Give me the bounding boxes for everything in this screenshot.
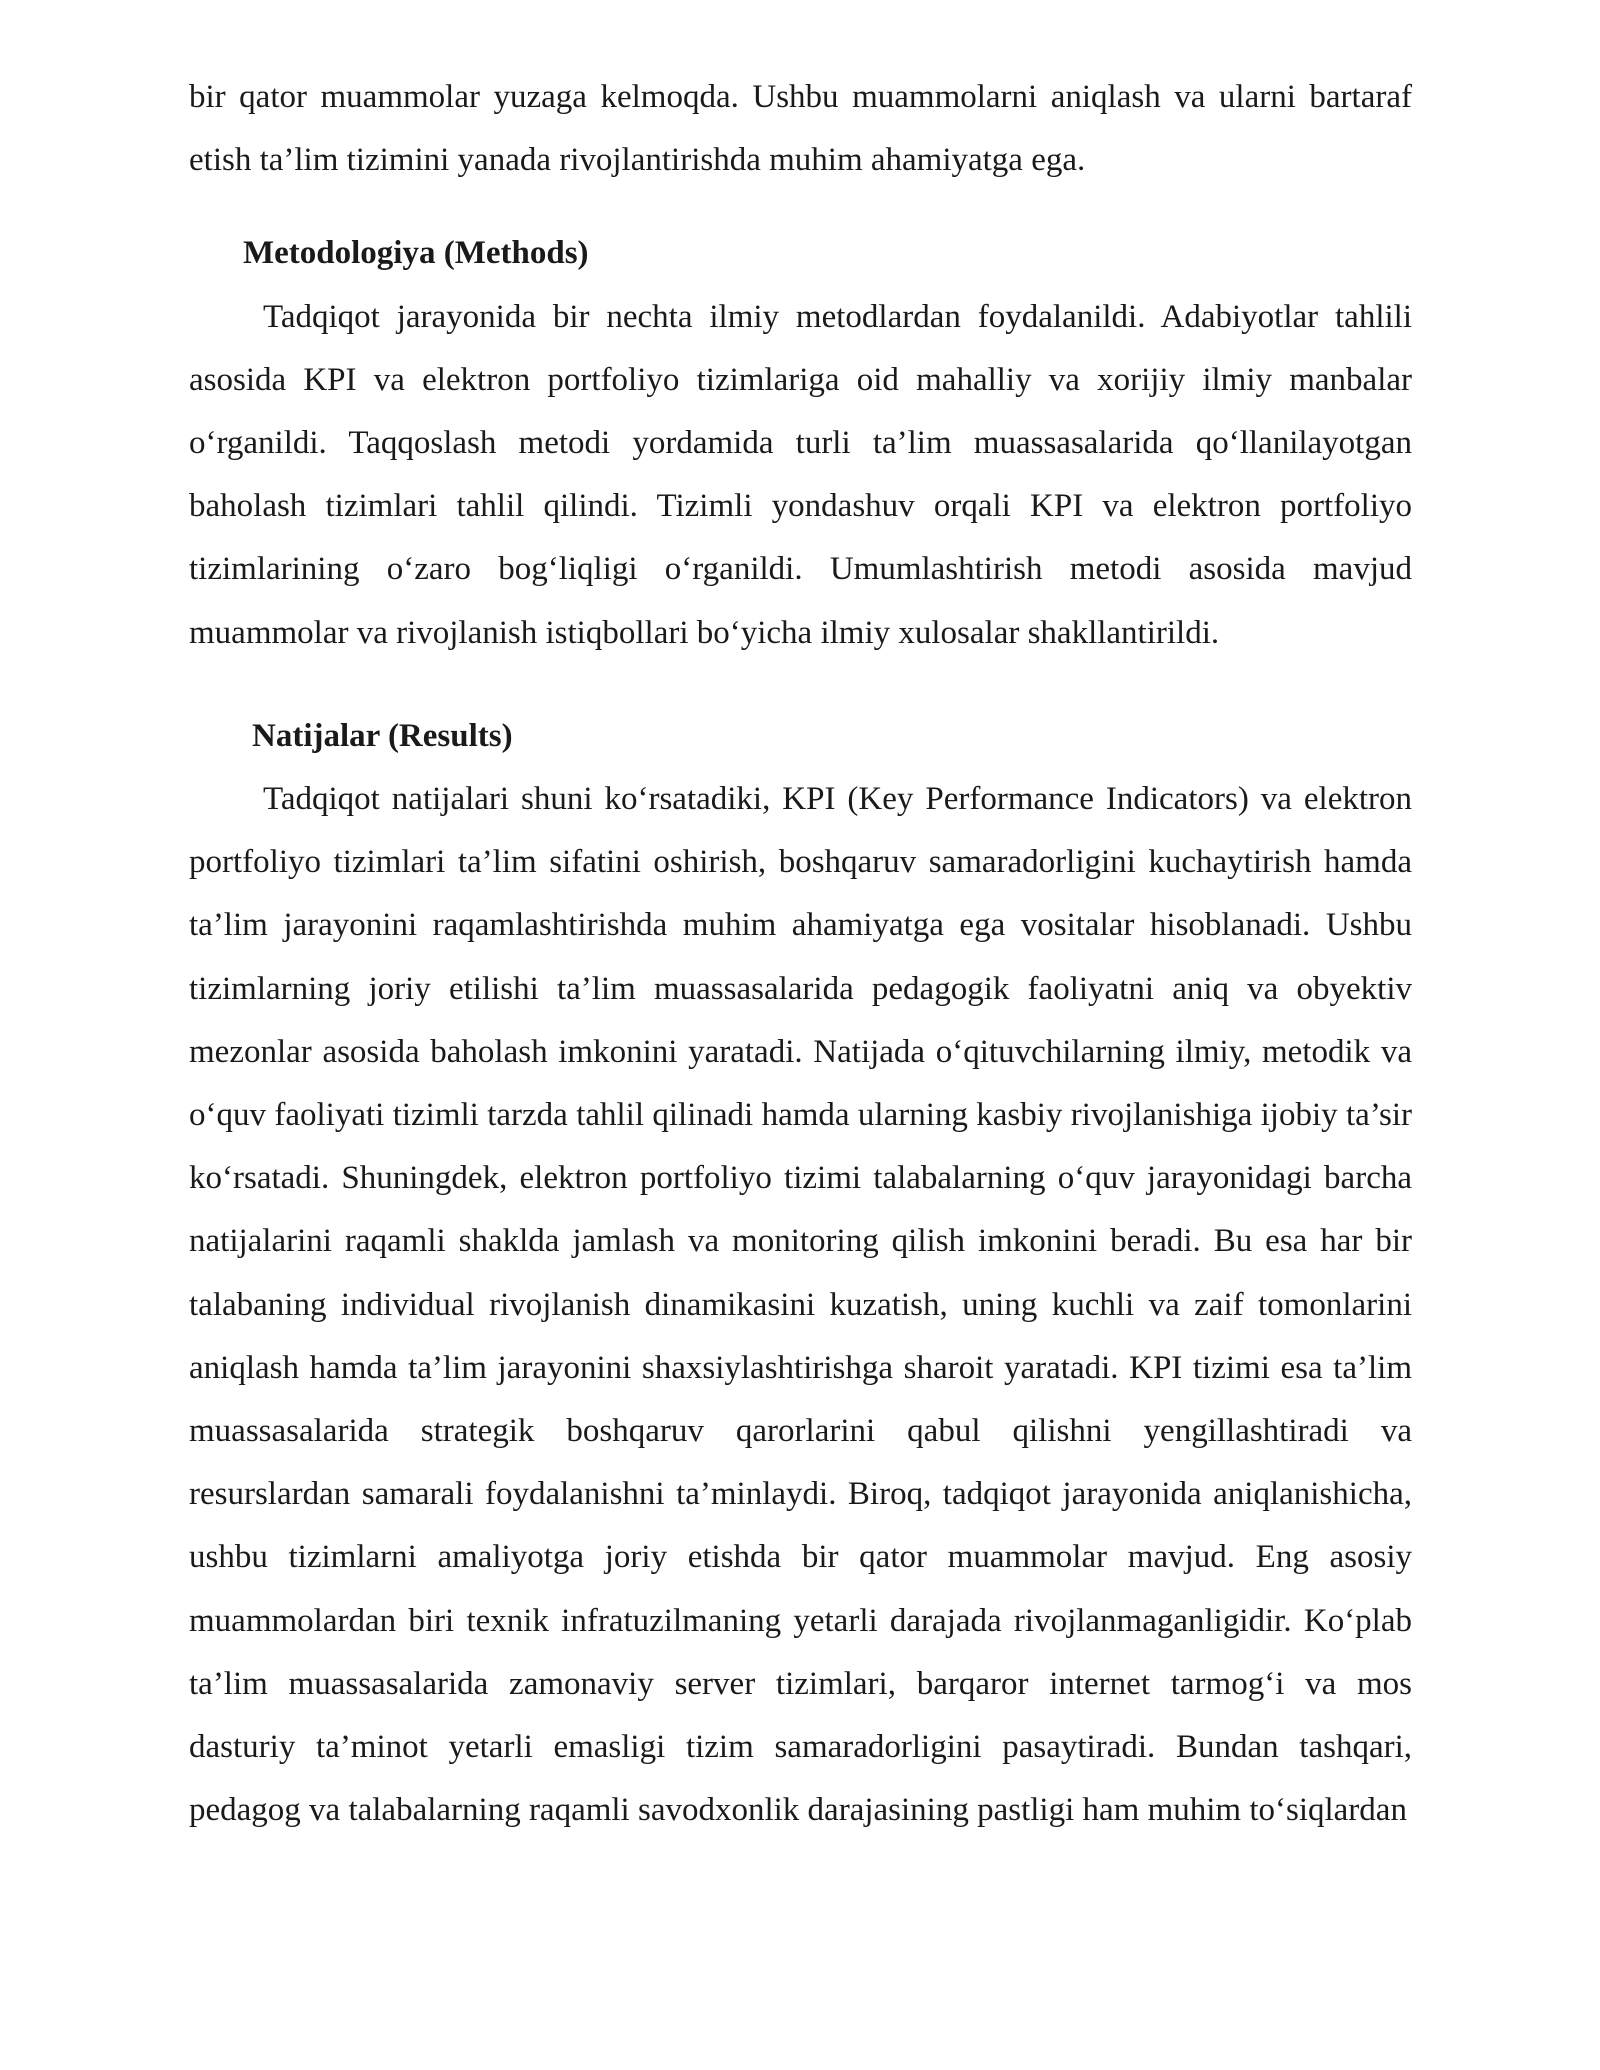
results-heading: Natijalar (Results) xyxy=(252,717,513,754)
intro-paragraph: bir qator muammolar yuzaga kelmoqda. Ushbu muammolarni aniqlash va ularni bartaraf etish ta’lim tizimini yanada rivojlantirishda muhim ahamiyatga ega. xyxy=(189,79,1412,179)
methods-heading: Metodologiya (Methods) xyxy=(243,235,589,272)
document-page xyxy=(189,66,1412,1842)
results-paragraph: Tadqiqot natijalari shuni koʻrsatadiki, KPI (Key Performance Indicators) va elektron portfoliyo tizimlari ta’lim sifatini oshirish, boshqaruv samaradorligini kuchaytirish hamda ta’lim jarayonini raqamlashtirishda muhim ahamiyatga ega vositalar hisoblanadi. Ushbu tizimlarning joriy etilishi ta’lim muassasalarida pedagogik faoliyatni aniq va obyektiv mezonlar asosida baholash imkonini yaratadi. Natijada oʻqituvchilarning ilmiy, metodik va oʻquv faoliyati tizimli tarzda tahlil qilinadi hamda ularning kasbiy rivojlanishiga ijobiy ta’sir koʻrsatadi. Shuningdek, elektron portfoliyo tizimi talabalarning oʻquv jarayonidagi barcha natijalarini raqamli shaklda jamlash va monitoring qilish imkonini beradi. Bu esa har bir talabaning individual rivojlanish dinamikasini kuzatish, uning kuchli va zaif tomonlarini aniqlash hamda ta’lim jarayonini shaxsiylashtirishga sharoit yaratadi. KPI tizimi esa ta’lim muassasalarida strategik boshqaruv qarorlarini qabul qilishni yengillashtiradi va resurslardan samarali foydalanishni ta’minlaydi. Biroq, tadqiqot jarayonida aniqlanishicha, ushbu tizimlarni amaliyotga joriy etishda bir qator muammolar mavjud. Eng asosiy muammolardan biri texnik infratuzilmaning yetarli darajada rivojlanmaganligidir. Koʻplab ta’lim muassasalarida zamonaviy server tizimlari, barqaror internet tarmogʻi va mos dasturiy ta’minot yetarli emasligi tizim samaradorligini pasaytiradi. Bundan tashqari, pedagog va talabalarning raqamli savodxonlik darajasining pastligi ham muhim toʻsiqlardan xyxy=(189,781,1412,1829)
methods-paragraph: Tadqiqot jarayonida bir nechta ilmiy metodlardan foydalanildi. Adabiyotlar tahlili asosida KPI va elektron portfoliyo tizimlariga oid mahalliy va xorijiy ilmiy manbalar oʻrganildi. Taqqoslash metodi yordamida turli ta’lim muassasalarida qoʻllanilayotgan baholash tizimlari tahlil qilindi. Tizimli yondashuv orqali KPI va elektron portfoliyo tizimlarining oʻzaro bogʻliqligi oʻrganildi. Umumlashtirish metodi asosida mavjud muammolar va rivojlanish istiqbollari boʻyicha ilmiy xulosalar shakllantirildi. xyxy=(189,298,1412,651)
